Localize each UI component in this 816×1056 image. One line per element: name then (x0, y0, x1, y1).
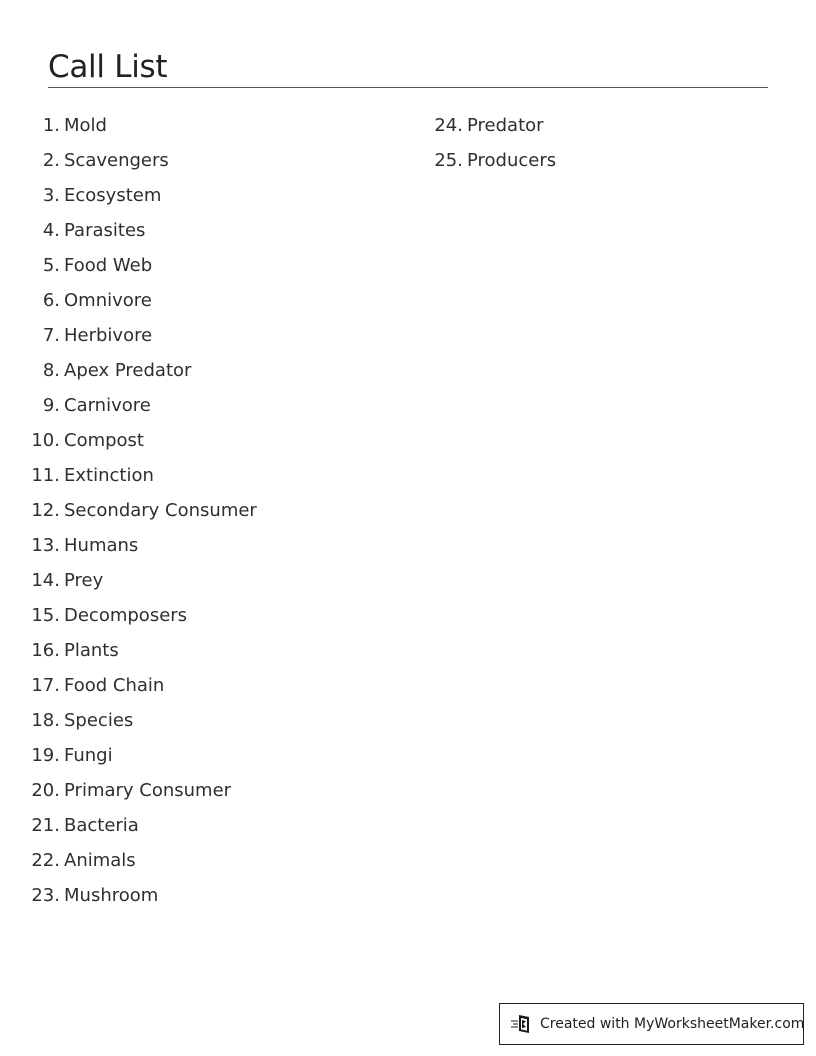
item-number: 15. (31, 605, 60, 626)
item-word: Prey (64, 570, 104, 591)
item-word: Producers (467, 150, 557, 171)
item-number: 5. (42, 255, 60, 276)
item-number: 14. (31, 570, 60, 591)
item-number: 1. (42, 115, 60, 136)
item-word: Omnivore (64, 290, 152, 311)
item-word: Herbivore (64, 325, 153, 346)
item-word: Extinction (64, 465, 154, 486)
item-number: 25. (434, 150, 463, 171)
item-word: Plants (64, 640, 119, 661)
item-number: 12. (31, 500, 60, 521)
list-item (20, 633, 400, 668)
item-number: 20. (31, 780, 60, 801)
created-with-badge[interactable] (499, 1003, 804, 1045)
list-item (20, 318, 400, 353)
list-item (422, 143, 762, 178)
item-word: Parasites (64, 220, 146, 241)
item-word: Predator (467, 115, 544, 136)
item-word: Scavengers (64, 150, 169, 171)
list-item (20, 213, 400, 248)
item-number: 13. (31, 535, 60, 556)
page-title: Call List (48, 49, 168, 85)
list-item (20, 353, 400, 388)
item-word: Food Web (64, 255, 153, 276)
list-item (20, 528, 400, 563)
list-item (20, 423, 400, 458)
list-item (20, 598, 400, 633)
item-number: 22. (31, 850, 60, 871)
item-word: Mushroom (64, 885, 159, 906)
list-item (20, 388, 400, 423)
item-number: 8. (42, 360, 60, 381)
item-number: 6. (42, 290, 60, 311)
list-item (20, 493, 400, 528)
item-number: 18. (31, 710, 60, 731)
item-word: Bacteria (64, 815, 139, 836)
item-word: Compost (64, 430, 144, 451)
item-number: 17. (31, 675, 60, 696)
item-word: Animals (64, 850, 136, 871)
item-number: 3. (42, 185, 60, 206)
item-word: Humans (64, 535, 139, 556)
item-number: 11. (31, 465, 60, 486)
list-item (20, 668, 400, 703)
call-list-left-column (20, 108, 400, 913)
badge-label: Created with MyWorksheetMaker.com (540, 1016, 805, 1032)
item-number: 19. (31, 745, 60, 766)
item-word: Primary Consumer (64, 780, 232, 801)
list-item (20, 808, 400, 843)
item-number: 16. (31, 640, 60, 661)
list-item (20, 143, 400, 178)
list-item (20, 843, 400, 878)
item-number: 7. (42, 325, 60, 346)
call-list-right-column (422, 108, 762, 178)
page-header (48, 48, 768, 88)
list-item (20, 738, 400, 773)
item-number: 2. (42, 150, 60, 171)
item-number: 23. (31, 885, 60, 906)
list-item (20, 283, 400, 318)
list-item (422, 108, 762, 143)
item-word: Ecosystem (64, 185, 162, 206)
item-number: 4. (42, 220, 60, 241)
item-word: Decomposers (64, 605, 188, 626)
item-word: Carnivore (64, 395, 151, 416)
list-item (20, 458, 400, 493)
item-word: Species (64, 710, 134, 731)
item-word: Apex Predator (64, 360, 192, 381)
item-number: 9. (42, 395, 60, 416)
item-word: Food Chain (64, 675, 165, 696)
item-number: 24. (434, 115, 463, 136)
list-item (20, 563, 400, 598)
item-number: 10. (31, 430, 60, 451)
list-item (20, 248, 400, 283)
list-item (20, 108, 400, 143)
worksheet-maker-logo-icon (510, 1012, 534, 1036)
list-item (20, 178, 400, 213)
list-item (20, 878, 400, 913)
item-word: Mold (64, 115, 107, 136)
item-word: Secondary Consumer (64, 500, 257, 521)
list-item (20, 773, 400, 808)
item-word: Fungi (64, 745, 113, 766)
item-number: 21. (31, 815, 60, 836)
list-item (20, 703, 400, 738)
